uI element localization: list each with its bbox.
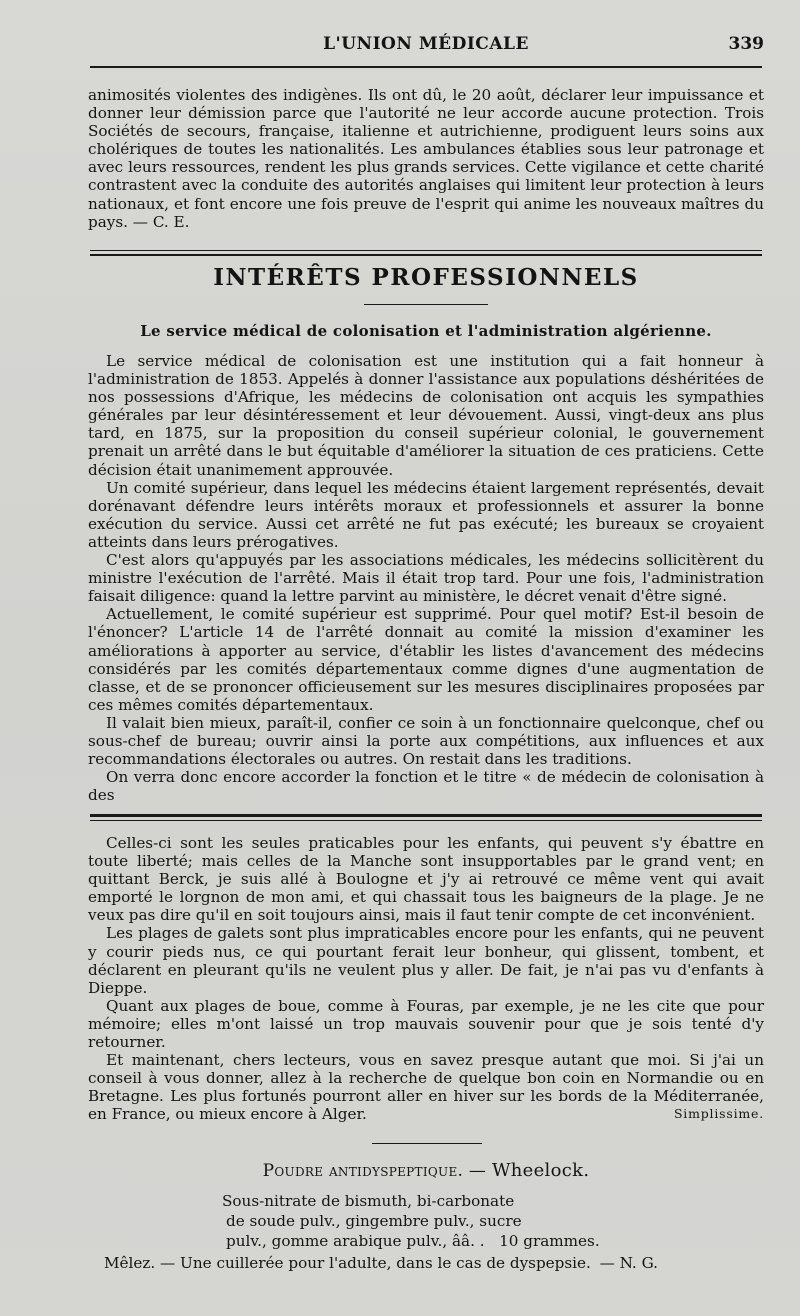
previous-article [88, 86, 764, 231]
page-number: 339 [728, 34, 764, 54]
formula-footer [104, 1254, 658, 1272]
section-rule-top [90, 250, 762, 251]
formula-title-name: Wheelock. [491, 1160, 590, 1181]
article-paragraph: Actuellement, le comité supérieur est supprimé. Pour quel motif? Est-il besoin de l'énoncer? L'article 14 de l'arrêté donnait au comité la mission d'examiner les améliorations à apporter au service, d'établir les listes d'avancement des médecins considérés par les comités départementaux comme dignes d'une augmentation de classe, et de se prononcer officieusement sur les mesures disciplinaires proposées par ces mêmes comités départementaux. [88, 605, 764, 714]
feuilleton-paragraph: Quant aux plages de boue, comme à Fouras, par exemple, je ne les cite que pour mémoire; elles m'ont laissé un trop mauvais souvenir pour que je sois tenté d'y retourner. [88, 996, 764, 1052]
feuilleton-rule-bottom [90, 820, 762, 821]
formula-signature: — N. G. [599, 1254, 658, 1272]
feuilleton-paragraph: Celles-ci sont les seules praticables pour les enfants, qui peuvent s'y ébattre en toute liberté; mais celles de la Manche sont insupportables par le grand vent; en quittant Berck, je suis allé à Boulogne et j'y ai retrouvé ce même vent qui avait emporté le lorgnon de mon ami, et qui chassait tous les baigneurs de la plage. Je ne veux pas dire qu'il en soit toujours ainsi, mais il faut tenir compte de cet inconvénient. [88, 834, 764, 925]
feuilleton-rule-top [90, 814, 762, 817]
formula-separator [372, 1143, 482, 1144]
formula-title-dash: — [463, 1161, 492, 1181]
formula-line: pulv., gomme arabique pulv., ââ. . 10 grammes. [226, 1232, 600, 1250]
formula-body [222, 1191, 662, 1251]
article-paragraph: Le service médical de colonisation est une institution qui a fait honneur à l'administration de 1853. Appelés à donner l'assistance aux populations déshéritées de nos possessions d'Afrique, les médecins de colonisation ont acquis les sympathies générales par leur désintéressement et leur dévouement. Aussi, vingt-deux ans plus tard, en 1875, sur la proposition du conseil supérieur colonial, le gouvernement prenait un arrêté dans le but équitable d'améliorer la situation de ces praticiens. Cette décision était unanimement approuvée. [88, 352, 764, 479]
running-title: L'UNION MÉDICALE [323, 34, 529, 54]
article-body [88, 352, 764, 804]
running-head [88, 34, 764, 58]
formula-title-prefix: Poudre antidyspeptique. [262, 1161, 464, 1181]
formula-line: de soude pulv., gingembre pulv., sucre [226, 1212, 522, 1230]
formula-line: Sous-nitrate de bismuth, bi-carbonate [222, 1192, 515, 1210]
heading-underline [364, 304, 488, 305]
feuilleton-body [88, 834, 764, 1124]
feuilleton-paragraph [88, 1051, 764, 1123]
article-paragraph: Un comité supérieur, dans lequel les médecins étaient largement représentés, devait dorénavant défendre leurs intérêts moraux et professionnels et assurer la bonne exécution du service. Aussi cet arrêté ne fut pas exécuté; les bureaux se croyaient atteints dans leurs prérogatives. [88, 478, 764, 551]
section-heading: INTÉRÊTS PROFESSIONNELS [213, 264, 639, 291]
feuilleton-last-text: Et maintenant, chers lecteurs, vous en savez presque autant que moi. Si j'ai un conseil à vous donner, allez à la recherche de quelque bon coin en Normandie ou en Bretagne. Les plus fortunés pourront aller en hiver sur les bords de la Méditerranée, en France, ou mieux encore à Alger. [88, 1051, 764, 1124]
article-subheading: Le service médical de colonisation et l'administration algérienne. [140, 322, 712, 340]
section-rule-bottom [90, 254, 762, 256]
article-paragraph: C'est alors qu'appuyés par les associations médicales, les médecins sollicitèrent du ministre l'exécution de l'arrêté. Mais il était trop tard. Pour une fois, l'administration faisait diligence: quand la lettre parvint au ministère, le décret venait d'être signé. [88, 551, 764, 606]
formula-instruction: Mêlez. — Une cuillerée pour l'adulte, dans le cas de dyspepsie. [104, 1254, 591, 1272]
feuilleton-paragraph: Les plages de galets sont plus impraticables encore pour les enfants, qui ne peuvent y courir pieds nus, ce qui pourtant ferait leur bonheur, qui glissent, tombent, et déclarent en pleurant qu'ils ne veulent plus y aller. De fait, je n'ai pas vu d'enfants à Dieppe. [88, 924, 764, 997]
feuilleton-signature: Simplissime. [673, 1106, 764, 1122]
previous-article-text: animosités violentes des indigènes. Ils ont dû, le 20 août, déclarer leur impuissance et donner leur démission parce que l'autorité ne leur accorde aucune protection. Trois Sociétés de secours, française, italienne et autrichienne, prodiguent leurs soins aux cholériques de toutes les nationalités. Les ambulances établies sous leur patronage et avec leurs ressources, rendent les plus grands services. Cette vigilance et cette charité contrastent avec la conduite des autorités anglaises qui limitent leur protection à leurs nationaux, et font encore une fois preuve de l'esprit qui anime les nouveaux maîtres du pays. — C. E. [88, 86, 764, 231]
formula-title [88, 1160, 764, 1181]
article-paragraph: On verra donc encore accorder la fonction et le titre « de médecin de colonisation à des [88, 768, 764, 805]
header-rule [90, 66, 762, 68]
article-paragraph: Il valait bien mieux, paraît-il, confier ce soin à un fonctionnaire quelconque, chef ou sous-chef de bureau; ouvrir ainsi la porte aux compétitions, aux influences et aux recommandations électorales ou autres. On restait dans les traditions. [88, 713, 764, 769]
